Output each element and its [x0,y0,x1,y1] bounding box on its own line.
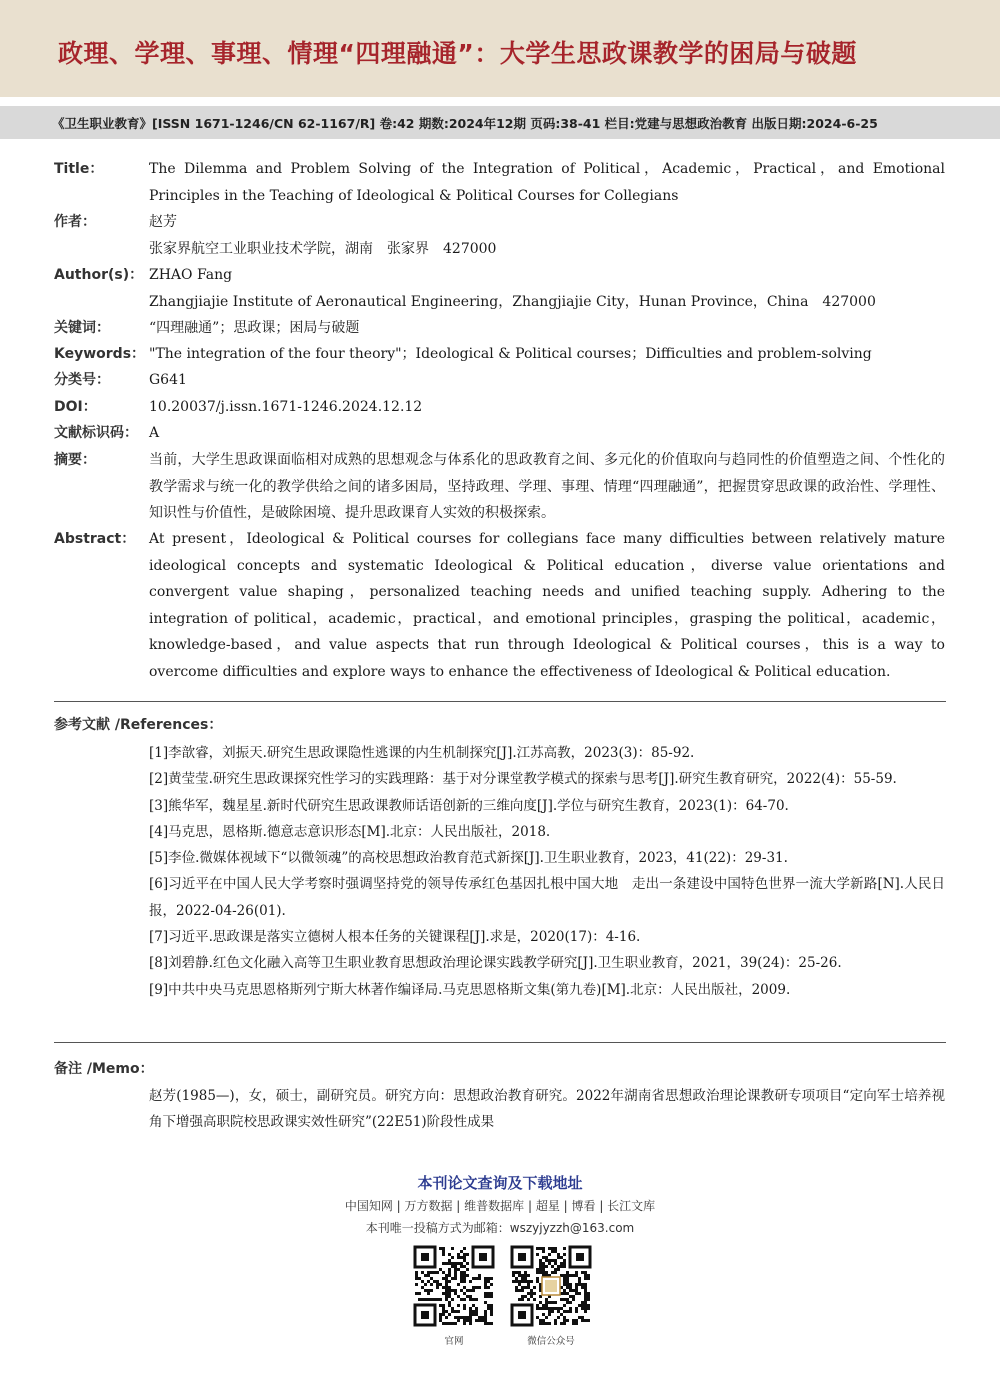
reference-item: [2]黄莹莹.研究生思政课探究性学习的实践理路：基于对分课堂教学模式的探索与思考[J].研究生教育研究，2022(4)：55-59. [149,771,897,788]
author-affiliation-en: Zhangjiajie Institute of Aeronautical Engineering，Zhangjiajie City，Hunan Province，China 427000 [149,293,876,310]
field-label: DOI： [54,399,97,415]
reference-item: [3]熊华军，魏星星.新时代研究生思政课教师话语创新的三维向度[J].学位与研究生教育，2023(1)：64-70. [149,797,789,814]
website-qr-label: 官网 [444,1336,464,1347]
download-section-title: 本刊论文查询及下载地址 [417,1174,583,1192]
reference-item: [5]李俭.微媒体视域下“以微领魂”的高校思想政治教育范式新探[J].卫生职业教育，2023，41(22)：29-31. [149,850,788,867]
website-qr-code[interactable] [413,1245,495,1327]
abstract-en: At present，Ideological & Political courses for collegians face many difficulties between relatively mature ideological concepts and systematic Ideological & Political education，diverse value orientations and convergent value shaping，personalized teaching needs and unified teaching supply. Adhering to the integration of political，academic，practical，and emotional principles，grasping the political，academic，knowledge-based，and value aspects that run through Ideological & Political courses，this is a way to overcome difficulties and explore ways to enhance the effectiveness of Ideological & Political education. [149,531,945,680]
wechat-qr-label: 微信公众号 [527,1336,575,1347]
journal-info-bar [0,106,1000,139]
field-label: 摘要： [54,452,96,468]
reference-item: [1]李歆睿，刘振天.研究生思政课隐性逃课的内生机制探究[J].江苏高教，2023(3)：85-92. [149,745,695,761]
author-name-en: ZHAO Fang [149,267,233,283]
wechat-qr-code[interactable] [510,1245,592,1327]
field-label: 关键词： [54,320,110,336]
author-affiliation-cn: 张家界航空工业职业技术学院，湖南 张家界 427000 [149,240,497,257]
classification-number: G641 [149,372,187,388]
divider [54,1042,946,1043]
database-list[interactable]: 中国知网 | 万方数据 | 维普数据库 | 超星 | 博看 | 长江文库 [344,1199,656,1213]
field-label: Author(s)： [54,267,144,283]
memo-text: 赵芳(1985—)，女，硕士，副研究员。研究方向：思想政治教育研究。2022年湖南省思想政治理论课教研专项项目“定向军士培养视角下增强高职院校思政课实效性研究”(22E51)阶段性成果 [149,1088,945,1130]
author-name-cn: 赵芳 [149,214,177,230]
field-label: 分类号： [54,372,110,388]
reference-item: [9]中共中央马克思恩格斯列宁斯大林著作编译局.马克思恩格斯文集(第九卷)[M].北京：人民出版社，2009. [149,981,791,998]
references-heading: 参考文献 /References： [54,717,223,733]
english-title: The Dilemma and Problem Solving of the Integration of Political，Academic，Practical，and Emotional Principles in the Teaching of Ideological & Political Courses for Collegians [149,161,945,204]
reference-item: [4]马克思，恩格斯.德意志意识形态[M].北京：人民出版社，2018. [149,823,551,840]
reference-item: [7]习近平.思政课是落实立德树人根本任务的关键课程[J].求是，2020(17)：4-16. [149,929,641,946]
journal-info-text: 《卫生职业教育》[ISSN 1671-1246/CN 62-1167/R] 卷:42 期数:2024年12期 页码:38-41 栏目:党建与思想政治教育 出版日期:2024-6-25 [52,116,878,131]
field-label: 作者： [54,214,96,230]
field-label: Title： [54,161,104,177]
reference-list [149,740,945,1003]
submission-email[interactable]: 本刊唯一投稿方式为邮箱：wszyjyzzh@163.com [365,1221,635,1235]
memo-heading: 备注 /Memo： [54,1061,154,1077]
field-label: 文献标识码： [54,425,138,441]
abstract-cn: 当前，大学生思政课面临相对成熟的思想观念与体系化的思政教育之间、多元化的价值取向与趋同性的价值塑造之间、个性化的教学需求与统一化的教学供给之间的诸多困局，坚持政理、学理、事理、情理“四理融通”，把握贯穿思政课的政治性、学理性、知识性与价值性，是破除困境、提升思政课育人实效的积极探索。 [149,452,945,521]
divider [54,701,946,702]
keywords-en: "The integration of the four theory"；Ideological & Political courses；Difficulties and problem-solving [149,346,872,362]
doi-value: 10.20037/j.issn.1671-1246.2024.12.12 [149,399,423,415]
field-label: Abstract： [54,531,136,547]
reference-item: [8]刘碧静.红色文化融入高等卫生职业教育思想政治理论课实践教学研究[J].卫生职业教育，2021，39(24)：25-26. [149,955,842,972]
article-title: 政理、学理、事理、情理“四理融通”：大学生思政课教学的困局与破题 [58,39,857,68]
field-label: Keywords： [54,346,146,362]
reference-item: [6]习近平在中国人民大学考察时强调坚持党的领导传承红色基因扎根中国大地 走出一条建设中国特色世界一流大学新路[N].人民日报，2022-04-26(01). [149,876,945,919]
document-code: A [149,425,160,441]
keywords-cn: “四理融通”；思政课；困局与破题 [149,320,360,336]
